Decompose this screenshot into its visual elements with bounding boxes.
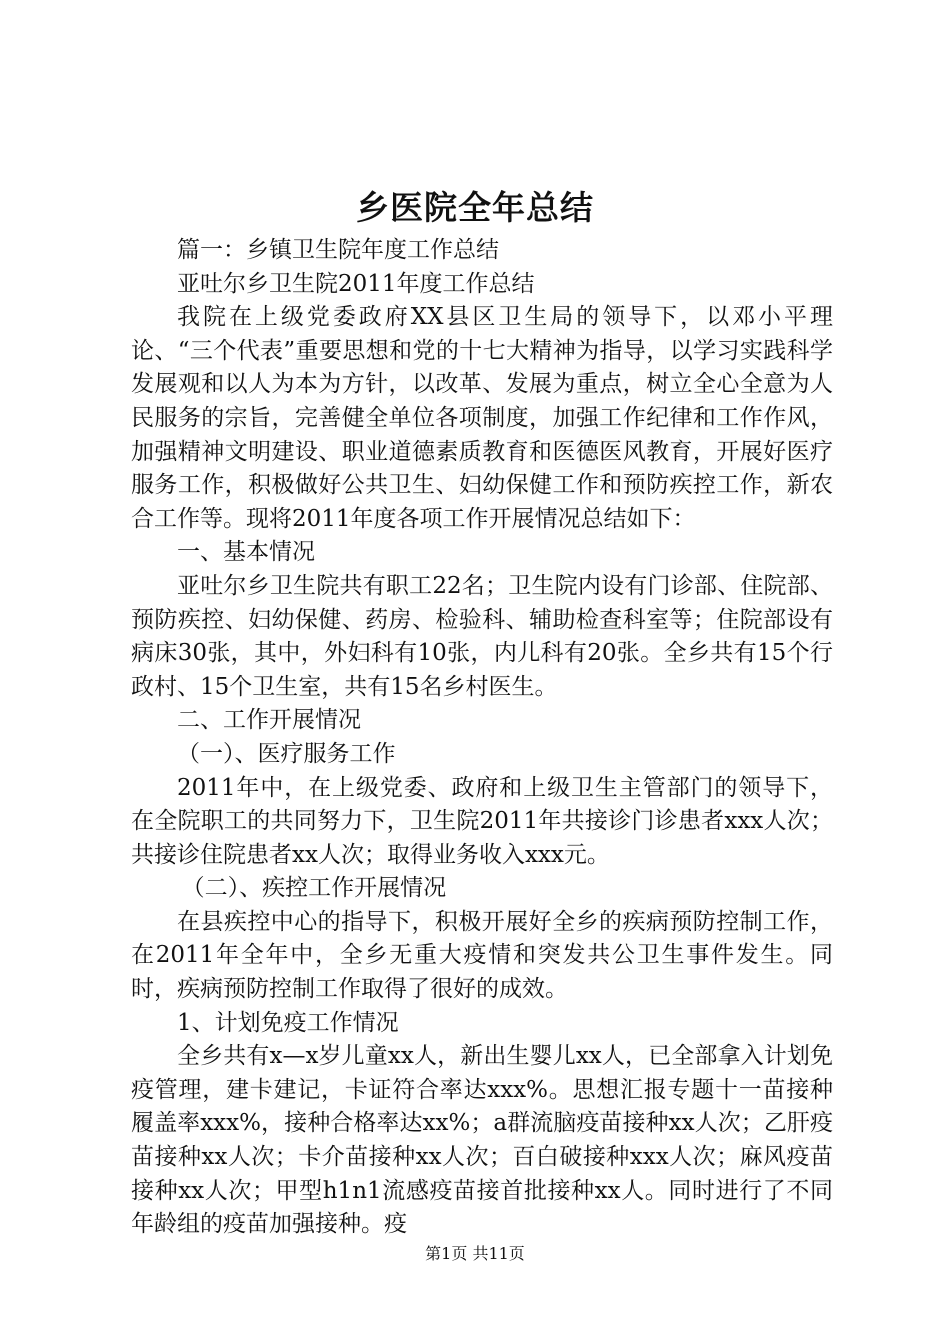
medical-service-paragraph: 2011年中，在上级党委、政府和上级卫生主管部门的领导下，在全院职工的共同努力下，卫生院2011年共接诊门诊患者xxx人次；共接诊住院患者xx人次；取得业务收入xxx元。 [131,774,833,868]
immunization-paragraph: 全乡共有x—x岁儿童xx人，新出生婴儿xx人，已全部拿入计划免疫管理，建卡建记，卡证符合率达xxx%。思想汇报专题十一苗接种履盖率xxx%，接种合格率达xx%；a群流脑疫苗接种xx人次；乙肝疫苗接种xx人次；卡介苗接种xx人次；百白破接种xxx人次；麻风疫苗接种xx人次；甲型h1n1流感疫苗接首批接种xx人。同时进行了不同年龄组的疫苗加强接种。疫 [131,1043,833,1238]
heading-basic-situation: 一、基本情况 [177,539,315,566]
disease-control-paragraph: 在县疾控中心的指导下，积极开展好全乡的疾病预防控制工作，在2011年全年中，全乡无重大疫情和突发共公卫生事件发生。同时，疾病预防控制工作取得了很好的成效。 [131,908,833,1003]
intro-paragraph: 我院在上级党委政府XX县区卫生局的领导下，以邓小平理论、“三个代表”重要思想和党的十七大精神为指导，以学习实践科学发展观和以人为本为方针，以改革、发展为重点，树立全心全意为人民服务的宗旨，完善健全单位各项制度，加强工作纪律和工作作风，加强精神文明建设、职业道德素质教育和医德医风教育，开展好医疗服务工作，积极做好公共卫生、妇幼保健工作和预防疾控工作，新农合工作等。现将2011年度各项工作开展情况总结如下： [131,304,833,532]
report-subtitle: 亚吐尔乡卫生院2011年度工作总结 [177,270,535,297]
heading-immunization: 1、计划免疫工作情况 [177,1009,399,1036]
section-heading: 篇一：乡镇卫生院年度工作总结 [177,237,499,263]
basic-situation-paragraph: 亚吐尔乡卫生院共有职工22名；卫生院内设有门诊部、住院部、预防疾控、妇幼保健、药房、检验科、辅助检查科室等；住院部设有病床30张，其中，外妇科有10张，内儿科有20张。全乡共有15个行政村、15个卫生室，共有15名乡村医生。 [131,572,833,700]
document-body [131,234,833,1242]
document-title: 乡医院全年总结 [356,188,594,227]
heading-medical-service: （一）、医疗服务工作 [177,740,396,767]
heading-disease-control: （二）、疾控工作开展情况 [181,875,447,902]
heading-work-progress: 二、工作开展情况 [177,707,361,734]
page-footer: 第1页 共11页 [425,1244,525,1263]
